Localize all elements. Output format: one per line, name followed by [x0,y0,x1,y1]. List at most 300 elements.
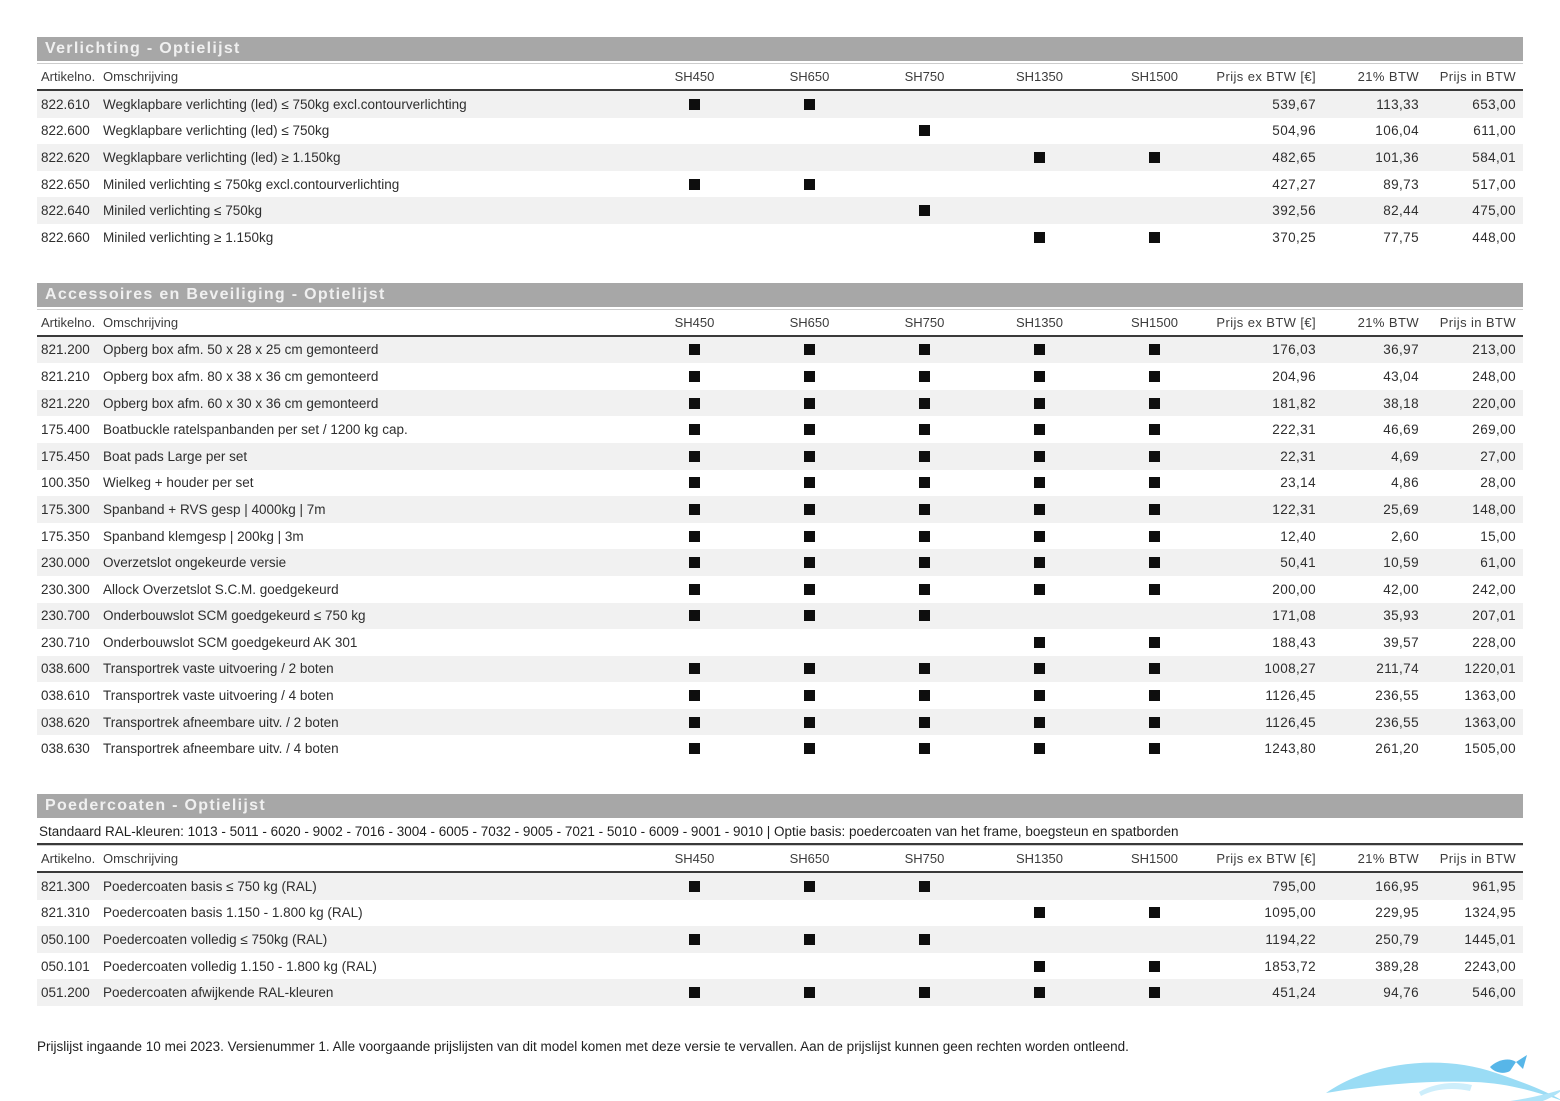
availability-square-icon [804,477,815,488]
model-cell [1097,987,1212,998]
availability-square-icon [1034,907,1045,918]
prijs-ex-cell: 188,43 [1272,634,1316,650]
availability-square-icon [1149,152,1160,163]
availability-square-icon [1034,344,1045,355]
availability-square-icon [1034,717,1045,728]
col-header-model-sh650: SH650 [789,314,830,330]
model-cell [752,424,867,435]
model-cell [752,663,867,674]
omschrijving-cell: Boat pads Large per set [103,448,248,464]
btw-cell: 35,93 [1383,608,1419,624]
availability-square-icon [1149,557,1160,568]
model-cell [982,987,1097,998]
availability-square-icon [919,371,930,382]
availability-square-icon [689,424,700,435]
availability-square-icon [1149,717,1160,728]
prijs-ex-cell: 504,96 [1272,123,1316,139]
option-list-section [37,283,1523,763]
omschrijving-cell: Poedercoaten basis ≤ 750 kg (RAL) [103,878,317,894]
availability-square-icon [689,743,700,754]
wave-swoosh-icon [1326,1063,1560,1101]
availability-square-icon [1149,371,1160,382]
availability-square-icon [1149,637,1160,648]
prijs-in-cell: 27,00 [1480,448,1516,464]
col-header-model-sh650: SH650 [789,851,830,867]
artikelno-cell: 822.620 [41,149,90,165]
availability-square-icon [804,531,815,542]
btw-cell: 236,55 [1375,688,1419,704]
prijs-in-cell: 1220,01 [1464,661,1516,677]
artikelno-cell: 050.101 [41,958,90,974]
availability-square-icon [919,610,930,621]
model-cell [637,690,752,701]
availability-square-icon [1034,152,1045,163]
availability-square-icon [919,205,930,216]
prijs-in-cell: 475,00 [1472,203,1516,219]
availability-square-icon [689,99,700,110]
model-cell [637,99,752,110]
omschrijving-cell: Miniled verlichting ≥ 1.150kg [103,229,274,245]
btw-cell: 113,33 [1376,96,1419,112]
btw-cell: 10,59 [1383,555,1419,571]
prijs-in-cell: 1445,01 [1464,932,1516,948]
model-cell [867,584,982,595]
model-cell [982,531,1097,542]
prijs-ex-cell: 539,67 [1272,96,1316,112]
availability-square-icon [919,125,930,136]
col-header-model-sh1350: SH1350 [1016,314,1063,330]
availability-square-icon [804,99,815,110]
availability-square-icon [689,690,700,701]
model-cell [1097,152,1212,163]
section-title-bar [37,283,1523,307]
prijs-ex-cell: 482,65 [1272,149,1316,165]
model-cell [637,584,752,595]
model-cell [752,371,867,382]
btw-cell: 89,73 [1383,176,1419,192]
availability-square-icon [804,371,815,382]
omschrijving-cell: Opberg box afm. 50 x 28 x 25 cm gemonteerd [103,342,379,358]
model-cell [867,557,982,568]
table-row [37,576,1523,603]
table-row [37,735,1523,762]
artikelno-cell: 175.400 [41,422,90,438]
prijs-ex-cell: 370,25 [1272,229,1316,245]
omschrijving-cell: Wegklapbare verlichting (led) ≤ 750kg excl.contourverlichting [103,96,467,112]
model-cell [637,934,752,945]
col-header-btw: 21% BTW [1357,851,1419,867]
prijs-in-cell: 584,01 [1472,149,1516,165]
model-cell [752,690,867,701]
availability-square-icon [804,743,815,754]
prijs-in-cell: 269,00 [1472,422,1516,438]
availability-square-icon [919,451,930,462]
availability-square-icon [919,344,930,355]
col-header-omschrijving: Omschrijving [103,69,179,84]
availability-square-icon [919,477,930,488]
table-row [37,337,1523,364]
availability-square-icon [689,881,700,892]
artikelno-cell: 822.600 [41,123,90,139]
prijs-ex-cell: 1194,22 [1265,932,1316,948]
model-cell [1097,690,1212,701]
model-cell [752,344,867,355]
model-cell [867,451,982,462]
table-row [37,900,1523,927]
availability-square-icon [689,557,700,568]
prijs-ex-cell: 176,03 [1272,342,1316,358]
availability-square-icon [1149,424,1160,435]
omschrijving-cell: Transportrek afneembare uitv. / 2 boten [103,714,339,730]
model-cell [1097,398,1212,409]
btw-cell: 2,60 [1391,528,1419,544]
availability-square-icon [919,743,930,754]
model-cell [752,504,867,515]
availability-square-icon [1034,961,1045,972]
prijs-ex-cell: 392,56 [1272,203,1316,219]
model-cell [1097,531,1212,542]
btw-cell: 36,97 [1383,342,1419,358]
omschrijving-cell: Wielkeg + houder per set [103,475,254,491]
wave-logo [1324,1047,1560,1101]
model-cell [1097,907,1212,918]
availability-square-icon [1034,398,1045,409]
availability-square-icon [689,504,700,515]
prijs-ex-cell: 222,31 [1272,422,1316,438]
model-cell [982,232,1097,243]
prijs-ex-cell: 1126,45 [1265,688,1316,704]
artikelno-cell: 821.220 [41,395,90,411]
col-header-model-sh750: SH750 [904,69,945,84]
table-row [37,523,1523,550]
omschrijving-cell: Onderbouwslot SCM goedgekeurd AK 301 [103,634,358,650]
prijs-in-cell: 2243,00 [1464,958,1516,974]
availability-square-icon [1149,663,1160,674]
availability-square-icon [689,987,700,998]
table-row [37,496,1523,523]
omschrijving-cell: Spanband + RVS gesp | 4000kg | 7m [103,501,326,517]
table-row [37,144,1523,171]
model-cell [982,344,1097,355]
model-cell [1097,477,1212,488]
table-row [37,224,1523,251]
model-cell [982,907,1097,918]
artikelno-cell: 822.640 [41,203,90,219]
prijs-ex-cell: 1008,27 [1264,661,1316,677]
model-cell [637,610,752,621]
model-cell [1097,637,1212,648]
availability-square-icon [804,881,815,892]
btw-cell: 106,04 [1375,123,1419,139]
model-cell [867,504,982,515]
prijs-in-cell: 448,00 [1472,229,1516,245]
model-cell [752,934,867,945]
availability-square-icon [1149,477,1160,488]
artikelno-cell: 038.610 [41,688,90,704]
table-row [37,549,1523,576]
btw-cell: 250,79 [1375,932,1419,948]
fish-icon [1490,1060,1516,1073]
availability-square-icon [689,179,700,190]
availability-square-icon [804,451,815,462]
model-cell [867,125,982,136]
availability-square-icon [919,717,930,728]
col-header-model-sh1500: SH1500 [1131,851,1178,867]
table-row [37,926,1523,953]
availability-square-icon [919,398,930,409]
model-cell [982,690,1097,701]
availability-square-icon [1149,531,1160,542]
option-list-section [37,794,1523,1006]
table-row [37,979,1523,1006]
availability-square-icon [1034,584,1045,595]
artikelno-cell: 038.600 [41,661,90,677]
prijs-ex-cell: 1095,00 [1264,905,1316,921]
availability-square-icon [804,504,815,515]
option-list-section [37,37,1523,251]
availability-square-icon [689,584,700,595]
table-row [37,118,1523,145]
availability-square-icon [1149,451,1160,462]
prijs-in-cell: 242,00 [1472,581,1516,597]
table-body [37,91,1523,251]
artikelno-cell: 230.700 [41,608,90,624]
col-header-model-sh1500: SH1500 [1131,314,1178,330]
availability-square-icon [689,663,700,674]
availability-square-icon [1034,477,1045,488]
omschrijving-cell: Onderbouwslot SCM goedgekeurd ≤ 750 kg [103,608,366,624]
prijs-ex-cell: 122,31 [1272,501,1316,517]
availability-square-icon [804,179,815,190]
availability-square-icon [1149,690,1160,701]
btw-cell: 261,20 [1375,741,1419,757]
availability-square-icon [689,610,700,621]
col-header-prijs-in-btw: Prijs in BTW [1439,851,1516,867]
col-header-prijs-in-btw: Prijs in BTW [1439,314,1516,330]
btw-cell: 211,74 [1376,661,1419,677]
btw-cell: 4,69 [1391,448,1419,464]
sections-container [37,37,1523,1006]
prijs-ex-cell: 50,41 [1280,555,1316,571]
artikelno-cell: 822.660 [41,229,90,245]
table-row [37,390,1523,417]
prijs-in-cell: 961,95 [1472,878,1516,894]
omschrijving-cell: Poedercoaten basis 1.150 - 1.800 kg (RAL) [103,905,363,921]
availability-square-icon [1149,987,1160,998]
col-header-omschrijving: Omschrijving [103,314,179,330]
model-cell [867,344,982,355]
availability-square-icon [1149,344,1160,355]
model-cell [1097,961,1212,972]
section-title-bar [37,37,1523,61]
availability-square-icon [1034,504,1045,515]
model-cell [637,987,752,998]
table-row [37,603,1523,630]
prijs-in-cell: 248,00 [1472,368,1516,384]
prijs-in-cell: 148,00 [1472,501,1516,517]
prijs-ex-cell: 1853,72 [1264,958,1316,974]
col-header-model-sh1350: SH1350 [1016,851,1063,867]
omschrijving-cell: Transportrek vaste uitvoering / 2 boten [103,661,334,677]
table-row [37,873,1523,900]
artikelno-cell: 821.210 [41,368,90,384]
model-cell [752,743,867,754]
model-cell [1097,344,1212,355]
availability-square-icon [1034,371,1045,382]
model-cell [752,99,867,110]
model-cell [982,743,1097,754]
btw-cell: 46,69 [1383,422,1419,438]
availability-square-icon [919,934,930,945]
availability-square-icon [804,717,815,728]
btw-cell: 43,04 [1383,368,1419,384]
model-cell [752,717,867,728]
artikelno-cell: 230.710 [41,634,90,650]
model-cell [867,531,982,542]
btw-cell: 4,86 [1391,475,1419,491]
model-cell [752,398,867,409]
prijs-in-cell: 228,00 [1472,634,1516,650]
prijs-ex-cell: 1243,80 [1264,741,1316,757]
table-body [37,337,1523,763]
omschrijving-cell: Miniled verlichting ≤ 750kg [103,203,262,219]
availability-square-icon [919,881,930,892]
wave-swoosh-lower-icon [1392,1089,1560,1101]
col-header-prijs-in-btw: Prijs in BTW [1439,69,1516,84]
model-cell [752,477,867,488]
table-row [37,629,1523,656]
availability-square-icon [689,934,700,945]
model-cell [867,987,982,998]
col-header-model-sh650: SH650 [789,69,830,84]
btw-cell: 82,44 [1383,203,1419,219]
col-header-model-sh450: SH450 [674,314,715,330]
model-cell [867,717,982,728]
availability-square-icon [689,717,700,728]
model-cell [1097,717,1212,728]
availability-square-icon [1034,232,1045,243]
model-cell [752,451,867,462]
prijs-in-cell: 220,00 [1472,395,1516,411]
model-cell [752,881,867,892]
prijs-in-cell: 653,00 [1472,96,1516,112]
model-cell [637,663,752,674]
table-row [37,682,1523,709]
model-cell [982,152,1097,163]
omschrijving-cell: Opberg box afm. 80 x 38 x 36 cm gemonteerd [103,368,379,384]
availability-square-icon [804,663,815,674]
availability-square-icon [1149,504,1160,515]
model-cell [867,477,982,488]
prijs-in-cell: 1363,00 [1464,714,1516,730]
model-cell [637,743,752,754]
availability-square-icon [919,663,930,674]
omschrijving-cell: Transportrek afneembare uitv. / 4 boten [103,741,339,757]
col-header-prijs-ex-btw: Prijs ex BTW [€] [1216,69,1316,84]
availability-square-icon [804,987,815,998]
artikelno-cell: 175.350 [41,528,90,544]
model-cell [637,179,752,190]
model-cell [752,531,867,542]
model-cell [982,717,1097,728]
availability-square-icon [1034,531,1045,542]
omschrijving-cell: Boatbuckle ratelspanbanden per set / 1200 kg cap. [103,422,408,438]
availability-square-icon [1149,743,1160,754]
model-cell [637,451,752,462]
table-row [37,197,1523,224]
prijs-ex-cell: 200,00 [1272,581,1316,597]
col-header-artikelno: Artikelno. [41,314,96,330]
availability-square-icon [689,371,700,382]
model-cell [637,557,752,568]
section-title: Accessoires en Beveiliging - Optielijst [45,285,386,303]
table-row [37,171,1523,198]
btw-cell: 229,95 [1375,905,1419,921]
btw-cell: 42,00 [1383,581,1419,597]
omschrijving-cell: Wegklapbare verlichting (led) ≥ 1.150kg [103,149,341,165]
prijs-in-cell: 611,00 [1473,123,1516,139]
model-cell [867,610,982,621]
model-cell [867,205,982,216]
prijs-in-cell: 207,01 [1472,608,1516,624]
availability-square-icon [689,477,700,488]
artikelno-cell: 821.300 [41,878,90,894]
availability-square-icon [804,584,815,595]
availability-square-icon [1034,557,1045,568]
model-cell [637,717,752,728]
availability-square-icon [1034,451,1045,462]
model-cell [867,690,982,701]
btw-cell: 389,28 [1375,958,1419,974]
col-header-model-sh750: SH750 [904,314,945,330]
availability-square-icon [804,690,815,701]
prijs-in-cell: 1363,00 [1464,688,1516,704]
model-cell [867,663,982,674]
model-cell [1097,232,1212,243]
artikelno-cell: 821.310 [41,905,90,921]
availability-square-icon [1034,637,1045,648]
table-row [37,416,1523,443]
omschrijving-cell: Poedercoaten volledig 1.150 - 1.800 kg (RAL) [103,958,377,974]
model-cell [982,424,1097,435]
col-header-artikelno: Artikelno. [41,69,96,84]
omschrijving-cell: Poedercoaten volledig ≤ 750kg (RAL) [103,932,328,948]
omschrijving-cell: Poedercoaten afwijkende RAL-kleuren [103,985,334,1001]
model-cell [867,371,982,382]
model-cell [637,881,752,892]
table-row [37,656,1523,683]
table-header-row [37,845,1523,873]
artikelno-cell: 230.000 [41,555,90,571]
prijs-ex-cell: 181,82 [1272,395,1316,411]
prijs-in-cell: 1505,00 [1464,741,1516,757]
availability-square-icon [1034,663,1045,674]
prijs-in-cell: 61,00 [1480,555,1516,571]
model-cell [867,398,982,409]
model-cell [982,504,1097,515]
model-cell [1097,451,1212,462]
availability-square-icon [804,557,815,568]
availability-square-icon [689,451,700,462]
footer-note: Prijslijst ingaande 10 mei 2023. Versienummer 1. Alle voorgaande prijslijsten van dit model komen met deze versie te vervallen. Aan de prijslijst kunnen geen rechten worden ontleend. [37,1039,1129,1055]
section-title-bar [37,794,1523,818]
col-header-model-sh450: SH450 [674,69,715,84]
model-cell [982,637,1097,648]
model-cell [982,371,1097,382]
model-cell [867,743,982,754]
prijs-ex-cell: 22,31 [1280,448,1316,464]
model-cell [1097,584,1212,595]
